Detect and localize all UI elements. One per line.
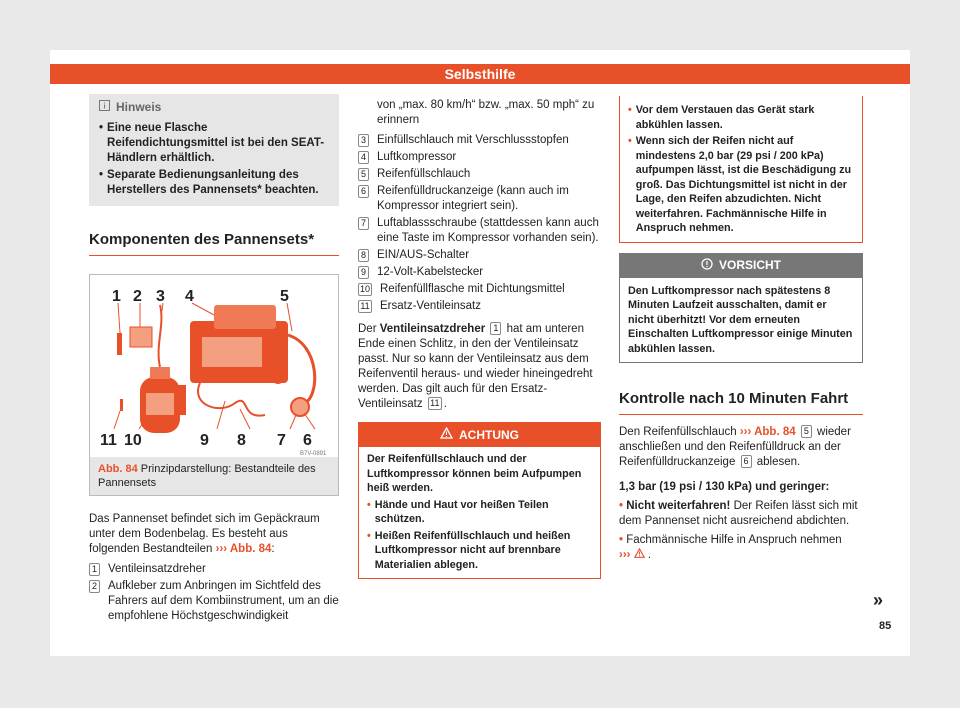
caution-title: VORSICHT	[718, 258, 781, 272]
page-number: 85	[879, 620, 892, 632]
list-item: 7 Luftablassschraube (stattdessen kann auch eine Taste im Kompressor vorhanden sein).	[358, 216, 601, 246]
figure-reference-link[interactable]: ››› Abb. 84	[215, 543, 272, 555]
valve-tool-paragraph: Der Ventileinsatzdreher 1 hat am unteren Ende einen Schlitz, in den der Ventileinsatz passt. Nur so kann der Ventileinsatz aus dem Reifenventil heraus- und wieder hineingedreht werden. Das gilt auch für den Ersatz-Ventileinsatz 11 .	[358, 323, 593, 410]
figure-label: 10	[124, 432, 142, 449]
pressure-subheading: 1,3 bar (19 psi / 130 kPa) und geringer:	[619, 481, 830, 493]
warning-item: • Hände und Haut vor heißen Teilen schützen.	[367, 498, 549, 525]
list-item: 6 Reifenfülldruckanzeige (kann auch im Kompressor integriert sein).	[358, 184, 601, 214]
figure-label: 5	[280, 288, 289, 305]
control-bullet: • Fachmännische Hilfe in Anspruch nehmen ››› .	[619, 534, 842, 561]
hint-item: • Eine neue Flasche Reifendichtungsmittel ist bei den SEAT-Händlern erhältlich.	[99, 122, 325, 164]
page-header: Selbsthilfe	[50, 64, 910, 84]
figure-label: 9	[200, 432, 209, 449]
control-bullet: • Nicht weiterfahren! Der Reifen lässt sich mit dem Pannenset nicht ausreichend abdichten.	[619, 500, 858, 527]
warning-item: • Vor dem Verstauen das Gerät stark abkühlen lassen.	[628, 104, 815, 131]
middle-column	[358, 98, 601, 579]
warning-item: • Wenn sich der Reifen nicht auf mindestens 2,0 bar (29 psi / 200 kPa) aufpumpen lässt, ist die Beschädigung zu groß. Das Dichtungsmittel ist nicht in der Lage, den Reifen abzudichten. Nicht weiterfahren. Fachmännische Hilfe in Anspruch nehmen.	[628, 135, 852, 234]
list-item: 2 Aufkleber zum Anbringen im Sichtfeld des Fahrers auf dem Kombiinstrument, um an die empfohlene Höchstgeschwindigkeit	[89, 579, 339, 624]
info-icon	[99, 100, 110, 115]
continued-marker: »	[873, 590, 884, 610]
figure-label: 3	[156, 288, 165, 305]
figure-label: 4	[185, 288, 194, 305]
figure-code: B7V-0891	[300, 451, 327, 457]
warning-lead: Der Reifenfüllschlauch und der Luftkompressor können beim Aufpumpen heiß werden.	[367, 453, 582, 494]
left-column	[89, 94, 339, 624]
components-title: Komponenten des Pannensets*	[89, 230, 339, 256]
figure-label: 1	[112, 288, 121, 305]
list-item: 5 Reifenfüllschlauch	[358, 167, 601, 182]
list-item-continuation: von „max. 80 km/h“ bzw. „max. 50 mph“ zu erinnern	[377, 99, 595, 126]
hint-box	[89, 94, 339, 206]
figure-label: 2	[133, 288, 142, 305]
list-item: 10 Reifenfüllflasche mit Dichtungsmittel	[359, 283, 565, 295]
hint-title: Hinweis	[116, 100, 162, 114]
components-intro: Das Pannenset befindet sich im Gepäckraum unter dem Bodenbelag. Es besteht aus folgenden Bestandteilen ››› Abb. 84:	[89, 513, 320, 555]
manual-page	[50, 50, 910, 656]
pannenset-illustration	[90, 275, 340, 457]
figure-reference-link[interactable]: ››› Abb. 84	[739, 426, 796, 438]
list-item: 3 Einfüllschlauch mit Verschlussstopfen	[358, 133, 601, 148]
list-item: 4 Luftkompressor	[358, 150, 601, 165]
item-number: 2	[89, 580, 100, 593]
figure-caption	[90, 457, 338, 495]
warning-triangle-icon	[634, 549, 648, 561]
control-title: Kontrolle nach 10 Minuten Fahrt	[619, 389, 863, 415]
right-column	[619, 96, 863, 563]
list-item: 11 Ersatz-Ventileinsatz	[358, 299, 601, 314]
list-item: 9 12-Volt-Kabelstecker	[358, 265, 601, 280]
caution-icon	[701, 258, 713, 274]
control-paragraph: Den Reifenfüllschlauch ››› Abb. 84 5 wieder anschließen und den Reifenfülldruck an der Reifenfülldruckanzeige 6 ablesen.	[619, 426, 851, 468]
figure-number: Abb. 84	[98, 463, 138, 475]
hint-item: • Separate Bedienungsanleitung des Herstellers des Pannensets* beachten.	[99, 169, 319, 196]
warning-reference-link[interactable]: ›››	[619, 549, 631, 561]
warning-box-continued	[619, 96, 863, 243]
figure-label: 6	[303, 432, 312, 449]
caution-box	[619, 253, 863, 364]
warning-item: • Heißen Reifenfüllschlauch und heißen Luftkompressor nicht auf brennbare Materialien ablegen.	[367, 529, 571, 571]
list-item: 1 Ventileinsatzdreher	[89, 562, 339, 577]
figure-label: 8	[237, 432, 246, 449]
list-item: 8 EIN/AUS-Schalter	[358, 248, 601, 263]
figure-84	[89, 274, 339, 496]
figure-label: 7	[277, 432, 286, 449]
figure-label: 11	[100, 432, 117, 449]
figure-caption-text: Prinzipdarstellung: Bestandteile des Pannensets	[98, 463, 316, 489]
warning-title: ACHTUNG	[459, 427, 519, 442]
warning-triangle-icon	[440, 427, 453, 443]
caution-text: Den Luftkompressor nach spätestens 8 Minuten Laufzeit ausschalten, damit er nicht überhitzt! Vor dem erneuten Einschalten Luftkompressor einige Minuten abkühlen lassen.	[628, 284, 853, 355]
figure-image	[90, 275, 338, 457]
item-number: 1	[89, 563, 100, 576]
warning-box	[358, 422, 601, 579]
